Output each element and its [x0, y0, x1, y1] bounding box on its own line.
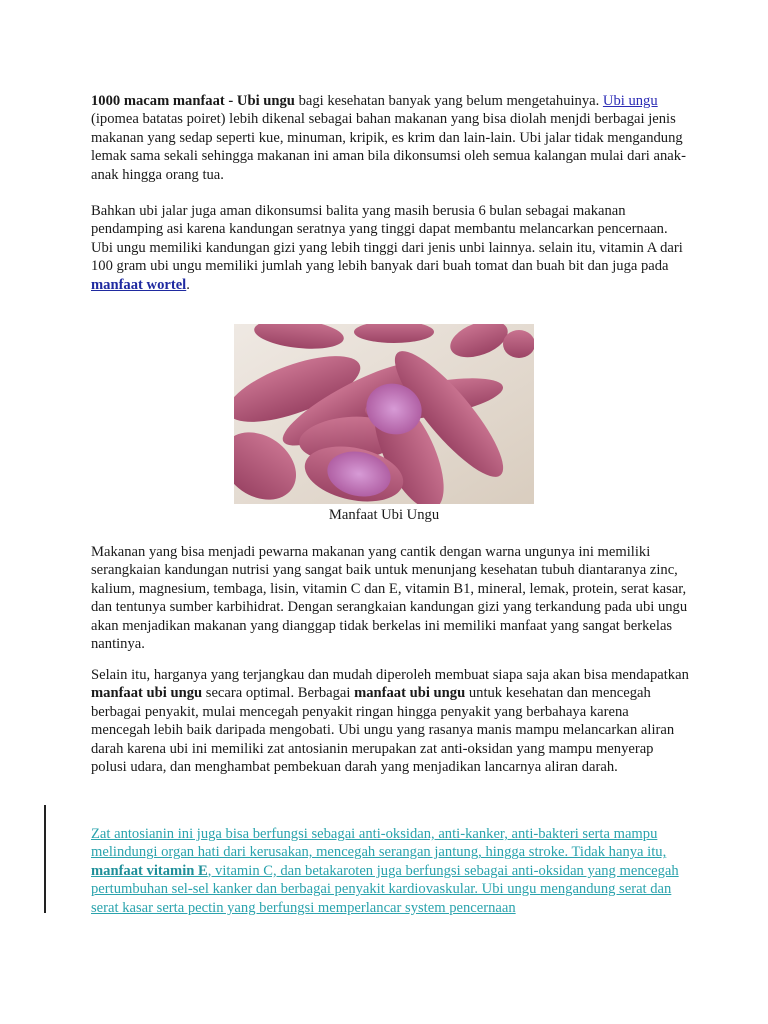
- intro-text-a: bagi kesehatan banyak yang belum mengetahuinya.: [294, 93, 603, 109]
- harga-bold-2: manfaat ubi ungu: [354, 685, 466, 702]
- ubi-ungu-link[interactable]: Ubi ungu: [602, 93, 658, 109]
- sweet-potato-image: [234, 324, 534, 504]
- paragraph-harga: [91, 666, 691, 776]
- paragraph-balita: [91, 202, 691, 294]
- paragraph-antosianin-tracked-change: [91, 825, 691, 917]
- balita-text-a: Bahkan ubi jalar juga aman dikonsumsi balita yang masih berusia 6 bulan sebagai makanan pendamping asi karena kandungan seratnya yang tinggi dapat membantu melancarkan pencernaan. Ubi ungu memiliki kandungan gizi yang lebih tinggi dari jenis unbi lainnya. selain itu, vitamin A dari 100 gram ubi ungu memiliki jumlah yang lebih banyak dari buah tomat dan buah bit dan juga pada: [91, 203, 683, 275]
- antosianin-text-b: , vitamin C, dan betakaroten juga berfungsi sebagai anti-oksidan yang mencegah pertumbuhan sel-sel kanker dan berbagai penyakit kardiovaskular. Ubi ungu mengandung serat dan serat kasar serta pectin yang berfungsi memperlancar system pencernaan: [91, 862, 679, 916]
- tracked-change-bar: [44, 805, 46, 913]
- manfaat-vitamin-e-bold: manfaat vitamin E: [91, 862, 208, 879]
- harga-text-b: secara optimal. Berbagai: [202, 685, 355, 702]
- balita-text-b: .: [186, 276, 190, 293]
- antosianin-text-a: Zat antosianin ini juga bisa berfungsi sebagai anti-oksidan, anti-kanker, anti-bakteri serta mampu melindungi organ hati dari kerusakan, mencegah serangan jantung, hingga stroke. Tidak hanya itu,: [91, 826, 667, 861]
- harga-bold-1: manfaat ubi ungu: [91, 685, 203, 702]
- harga-text-a: Selain itu, harganya yang terjangkau dan mudah diperoleh membuat siapa saja akan bisa mendapatkan: [91, 667, 689, 683]
- intro-bold-lead: 1000 macam manfaat - Ubi ungu: [91, 93, 295, 109]
- paragraph-nutrisi: Makanan yang bisa menjadi pewarna makanan yang cantik dengan warna ungunya ini memiliki serangkaian kandungan nutrisi yang sangat baik untuk menunjang kesehatan tubuh diantaranya zinc, kalium, magnesium, tembaga, lisin, vitamin C dan E, vitamin B1, mineral, lemak, protein, serat kasar, dan tentunya sumber karbihidrat. Dengan serangkaian kandungan gizi yang terkandung pada ubi ungu akan menjadikan makanan yang dianggap tidak berkelas ini memiliki manfaat yang sangat berkelas nantinya.: [91, 544, 688, 653]
- intro-text-b: (ipomea batatas poiret) lebih dikenal sebagai bahan makanan yang bisa diolah menjdi berbagai jenis makanan yang sedap seperti kue, minuman, kripik, es krim dan lain-lain. Ubi jalar tidak mengandung lemak sama sekali sehingga makanan ini aman bila dikonsumsi oleh semua kalangan mulai dari anak-anak hingga orang tua.: [91, 111, 686, 183]
- image-caption: Manfaat Ubi Ungu: [328, 507, 440, 523]
- harga-text-c: untuk kesehatan dan mencegah berbagai penyakit, mulai mencegah penyakit ringan hingga penyakit yang berbahaya karena mencegah lebih baik daripada mengobati. Ubi ungu yang rasanya manis mampu melancarkan aliran darah karena ubi ini memiliki zat antosianin merupakan zat anti-oksidan yang mampu menyerap polusi udara, dan menghambat pembekuan darah yang menjadikan lancarnya aliran darah.: [91, 685, 675, 776]
- paragraph-intro: [91, 92, 691, 184]
- manfaat-wortel-link[interactable]: manfaat wortel: [91, 276, 187, 293]
